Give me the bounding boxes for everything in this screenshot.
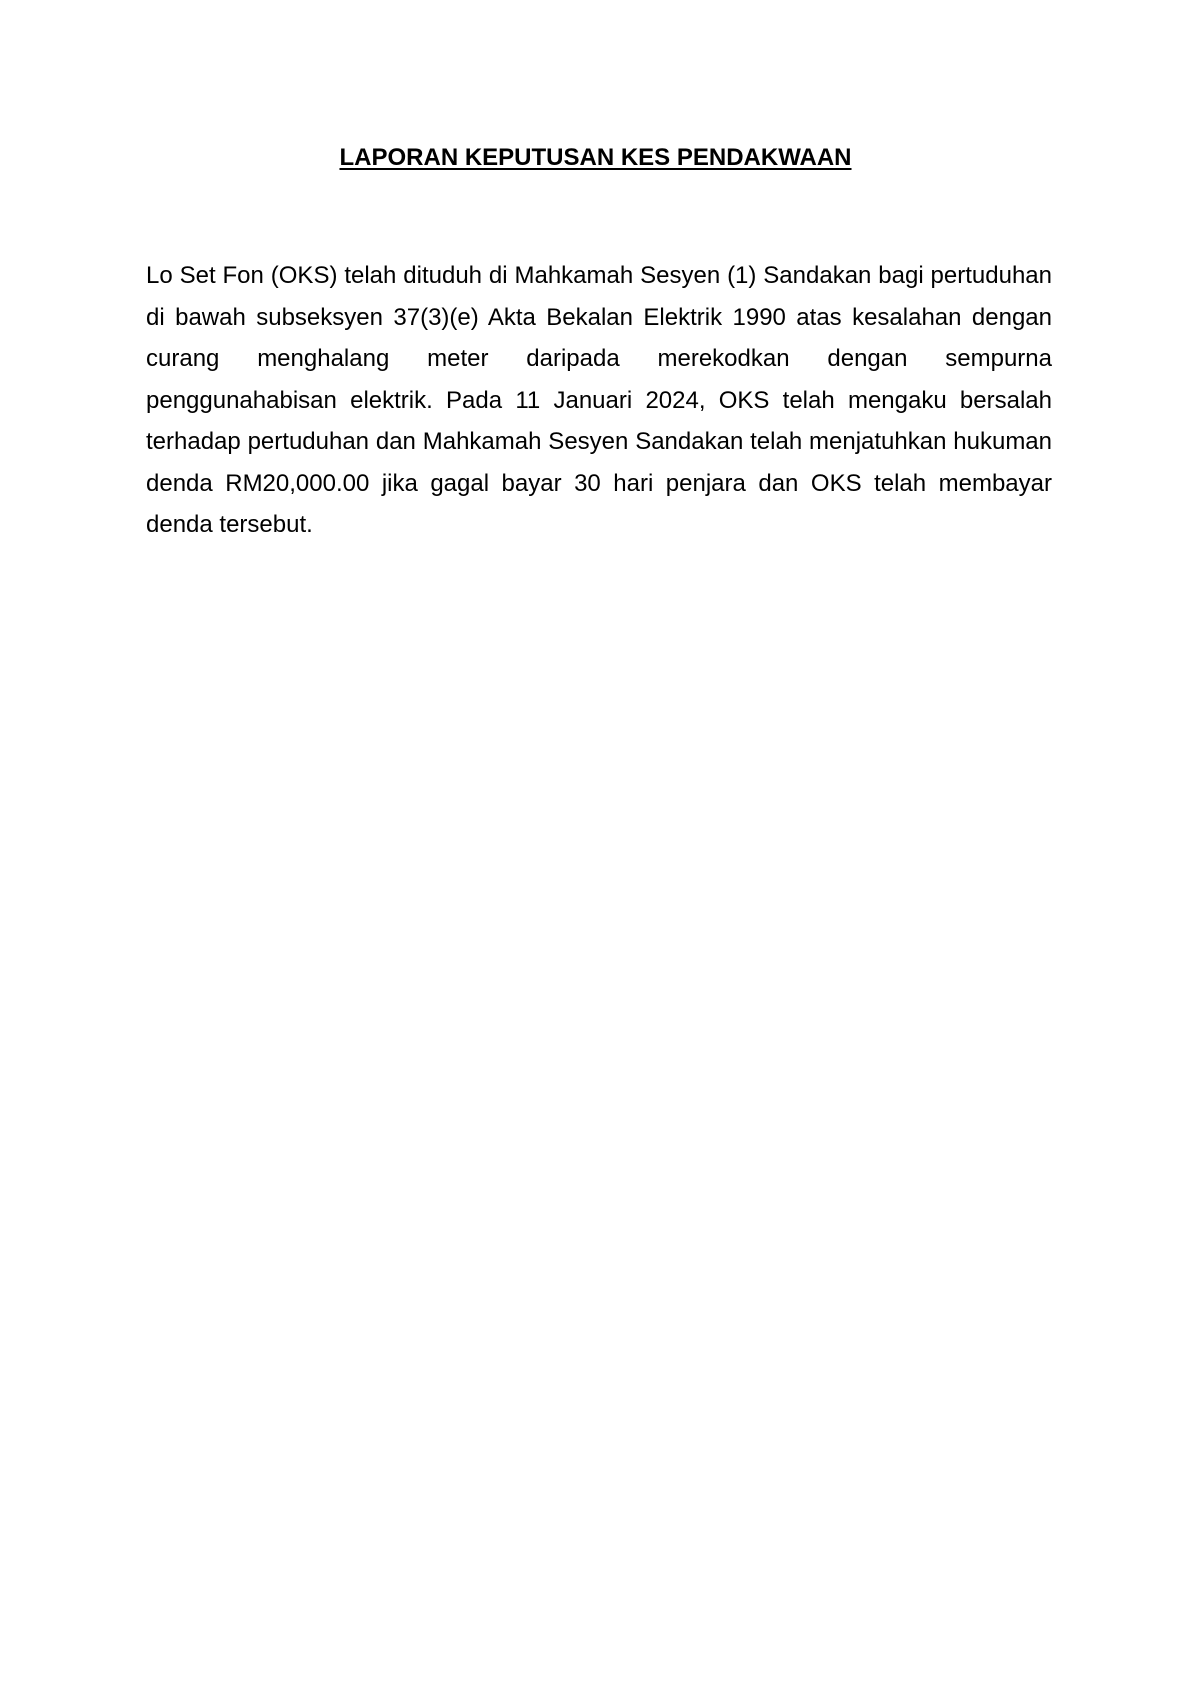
document-title: LAPORAN KEPUTUSAN KES PENDAKWAAN <box>339 144 852 171</box>
case-decision-paragraph: Lo Set Fon (OKS) telah dituduh di Mahkamah Sesyen (1) Sandakan bagi pertuduhan di bawah subseksyen 37(3)(e) Akta Bekalan Elektrik 1990 atas kesalahan dengan curang menghalang meter daripada merekodkan dengan sempurna penggunahabisan elektrik. Pada 11 Januari 2024, OKS telah mengaku bersalah terhadap pertuduhan dan Mahkamah Sesyen Sandakan telah menjatuhkan hukuman denda RM20,000.00 jika gagal bayar 30 hari penjara dan OKS telah membayar denda tersebut. <box>146 262 1052 538</box>
